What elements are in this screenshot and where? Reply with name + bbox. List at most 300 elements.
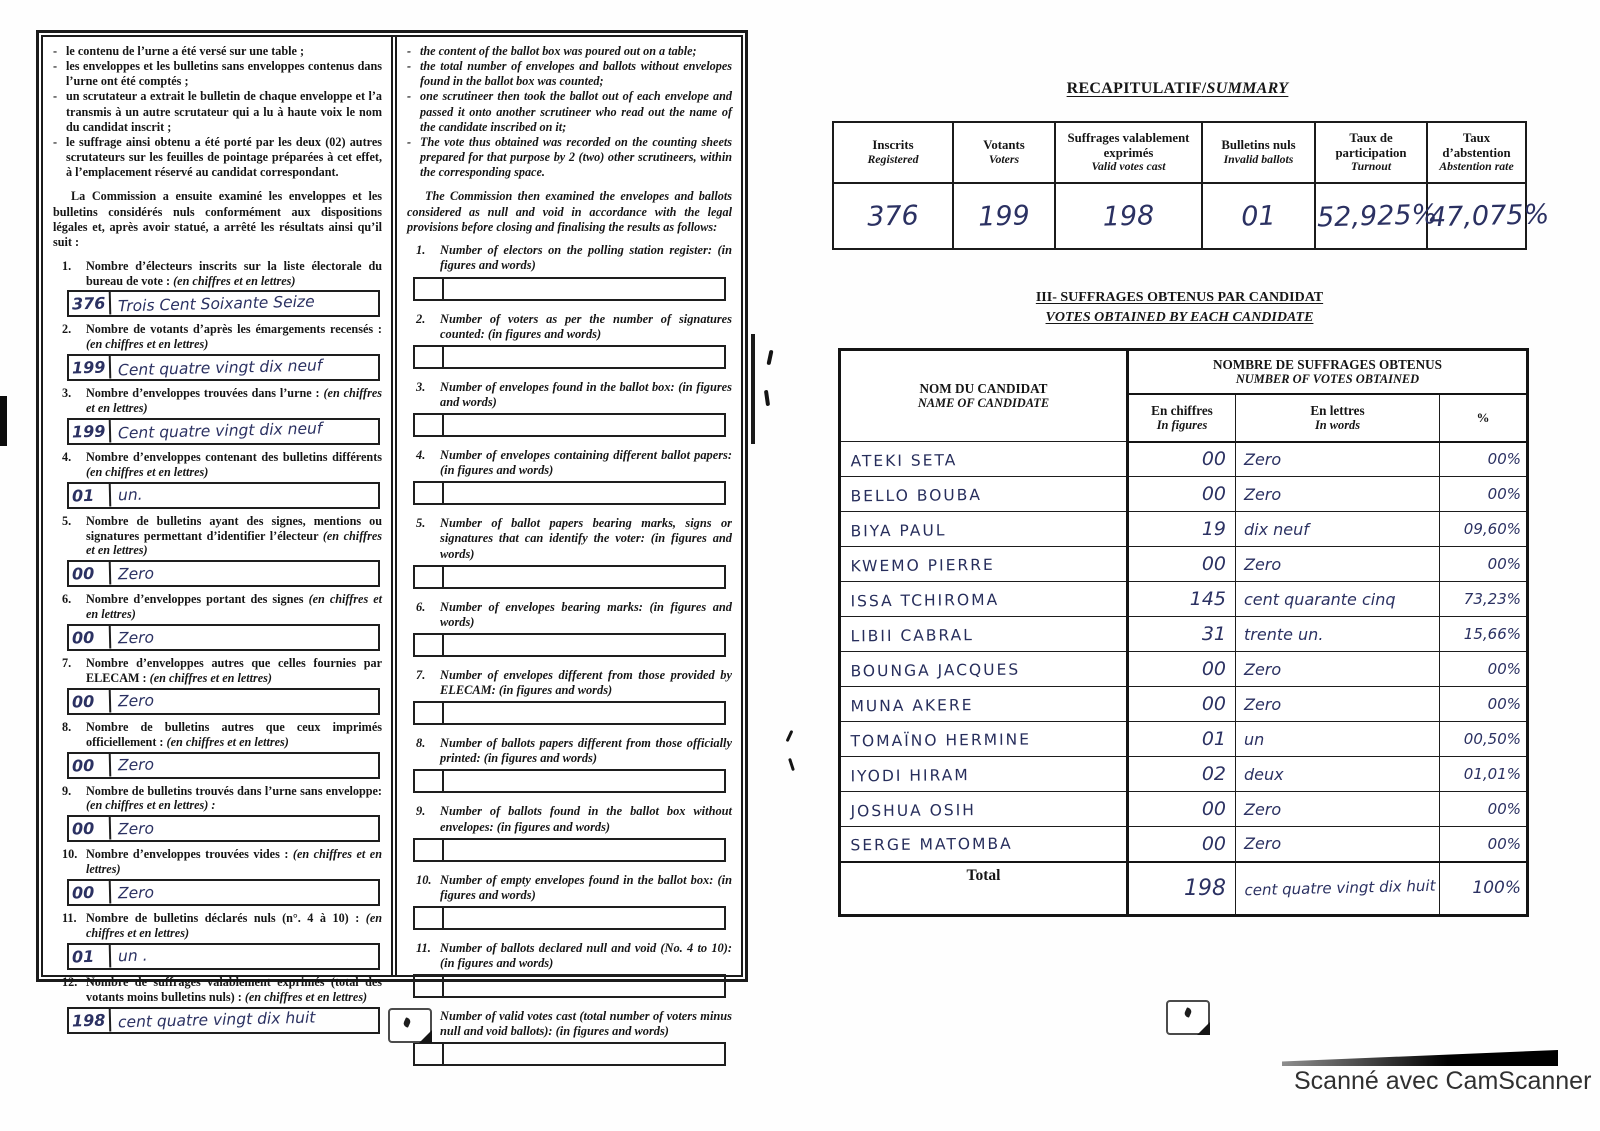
page-fold-icon xyxy=(1166,1000,1210,1035)
scanner-credit: Scanné avec CamScanner xyxy=(1294,1067,1592,1095)
item-head xyxy=(53,322,382,352)
item-hint: (in figures and words) xyxy=(440,243,732,273)
item-head xyxy=(53,720,382,750)
candidate-name: TOMAÏNO HERMINE xyxy=(839,720,1127,758)
summary-header-fr: Bulletins nuls xyxy=(1221,138,1296,153)
candidate-votes-percent: 00% xyxy=(1440,687,1528,722)
answer-box-empty xyxy=(413,769,726,793)
pen-mark xyxy=(766,350,773,366)
item-label: Number of ballots papers different from those officially printed: (in figures and words) xyxy=(440,736,732,766)
form-item xyxy=(407,448,732,505)
candidate-name: IYODI HIRAM xyxy=(839,755,1127,793)
item-head xyxy=(407,448,732,478)
candidate-votes-words: deux xyxy=(1236,757,1440,792)
item-head xyxy=(53,514,382,559)
bullet-dash: - xyxy=(53,59,58,74)
bullet-item xyxy=(407,135,732,180)
item-number: 2. xyxy=(416,311,426,326)
candidate-row xyxy=(840,442,1528,477)
answer-box-empty xyxy=(413,345,726,369)
candidate-votes-words: Zero xyxy=(1236,477,1440,512)
bullet-dash: - xyxy=(53,44,58,58)
candidate-row xyxy=(840,757,1528,792)
item-hint: (in figures and words) xyxy=(440,872,732,902)
item-label: Number of empty envelopes found in the ballot box: (in figures and words) xyxy=(440,872,732,902)
answer-words: un . xyxy=(117,946,148,966)
bullet-text: the total number of envelopes and ballots without envelopes found in the ballot box was counted; xyxy=(420,59,732,89)
words-header-fr: En lettres xyxy=(1310,402,1365,418)
item-number: 4. xyxy=(416,448,426,462)
candidate-votes-words: Zero xyxy=(1236,687,1440,722)
answer-box-empty xyxy=(413,565,726,589)
summary-value: 52,925% xyxy=(1314,182,1428,251)
candidate-name: ATEKI SETA xyxy=(839,440,1127,478)
item-label: Nombre d’enveloppes trouvées vides : (en chiffres et en lettres) xyxy=(86,847,382,877)
item-number: 7. xyxy=(62,656,72,670)
candidate-name: SERGE MATOMBA xyxy=(839,825,1127,863)
votes-section-heading xyxy=(832,288,1527,327)
answer-words: cent quatre vingt dix huit xyxy=(117,1008,316,1032)
candidates-body xyxy=(840,442,1528,862)
summary-column-header xyxy=(953,122,1055,183)
bullet-text: le suffrage ainsi obtenu a été porté par les deux (02) autres scrutateurs sur les feuilles de pointage préparées à cet effet, à l’emplacement réservé au candidat correspondant. xyxy=(66,134,382,179)
candidate-votes-figures: 19 xyxy=(1128,512,1236,547)
summary-title-en: SUMMARY xyxy=(1206,80,1289,97)
summary-title xyxy=(830,80,1525,98)
summary-values-row xyxy=(833,183,1526,249)
item-label: Nombre d’enveloppes portant des signes (en chiffres et en lettres) xyxy=(86,592,382,622)
item-head xyxy=(53,386,382,416)
pen-mark xyxy=(788,758,795,771)
item-label: Number of envelopes different from those provided by ELECAM: (in figures and words) xyxy=(440,667,732,697)
item-number: 11. xyxy=(416,940,431,955)
item-number: 2. xyxy=(62,322,72,337)
answer-box-divider xyxy=(415,415,444,435)
bullet-text: un scrutateur a extrait le bulletin de chaque enveloppe et l’a transmis à un autre scrutateur qui a lu à haute voix le nom du candidat inscrit ; xyxy=(66,89,382,134)
candidate-row xyxy=(840,477,1528,512)
item-number: 1. xyxy=(416,243,426,258)
answer-words: Zero xyxy=(117,627,155,647)
answer-box xyxy=(67,290,380,317)
candidate-row xyxy=(840,547,1528,582)
item-number: 11. xyxy=(62,911,77,925)
item-number: 5. xyxy=(416,516,426,531)
answer-box-divider xyxy=(415,703,444,723)
french-column xyxy=(43,37,393,1032)
candidate-name: LIBII CABRAL xyxy=(839,615,1127,653)
candidate-row xyxy=(840,687,1528,722)
candidate-name: ISSA TCHIROMA xyxy=(839,580,1127,618)
answer-words: Zero xyxy=(117,564,155,584)
item-label: Number of ballot papers bearing marks, signs or signatures that can identify the voter: (in figures and words) xyxy=(440,516,732,561)
english-bullet-list xyxy=(407,44,732,180)
answer-words: Zero xyxy=(117,755,155,775)
summary-value: 376 xyxy=(832,181,954,250)
total-figures: 198 xyxy=(1128,862,1236,916)
form-item xyxy=(53,784,382,843)
summary-value: 01 xyxy=(1201,182,1316,251)
form-item xyxy=(53,259,382,318)
bullet-item xyxy=(53,44,382,59)
candidate-name: JOSHUA OSIH xyxy=(839,790,1127,828)
candidate-votes-words: Zero xyxy=(1236,827,1440,862)
form-item xyxy=(53,975,382,1034)
answer-figures: 199 xyxy=(69,356,112,380)
item-hint: (en chiffres et en lettres) xyxy=(86,592,382,622)
answer-box xyxy=(67,354,380,381)
summary-column-header xyxy=(1315,122,1427,183)
candidate-name: BOUNGA JACQUES xyxy=(839,650,1127,688)
summary-header-en: Valid votes cast xyxy=(1091,159,1166,174)
english-intro: The Commission then examined the envelopes and ballots considered as null and void in accordance with the legal provisions before closing and finalising the results as follows: xyxy=(407,189,732,234)
item-head xyxy=(53,911,382,941)
candidates-table xyxy=(838,348,1529,917)
answer-box xyxy=(67,688,380,715)
item-label: Nombre d’électeurs inscrits sur la liste électorale du bureau de vote : (en chiffres et en lettres) xyxy=(86,258,382,288)
item-label: Number of voters as per the number of signatures counted: (in figures and words) xyxy=(440,311,732,341)
form-item xyxy=(407,668,732,725)
item-head xyxy=(407,516,732,561)
candidate-row xyxy=(840,652,1528,687)
answer-figures: 00 xyxy=(69,625,112,649)
summary-column-header xyxy=(1427,122,1526,183)
bullet-dash: - xyxy=(53,134,58,149)
form-item xyxy=(407,380,732,437)
answer-box-divider xyxy=(415,908,444,928)
item-hint: (en chiffres et en lettres) xyxy=(173,273,296,288)
answer-words: Zero xyxy=(117,691,155,711)
bullet-text: one scrutineer then took the ballot out of each envelope and passed it onto another scrutineer who read out the name of the candidate inscribed on it; xyxy=(420,89,732,134)
item-hint: (in figures and words) xyxy=(496,819,611,834)
candidates-header-row1 xyxy=(840,350,1528,394)
item-number: 10. xyxy=(416,872,432,887)
bullet-item xyxy=(53,59,382,89)
page-fold-icon xyxy=(388,1008,432,1043)
answer-box-empty xyxy=(413,481,726,505)
item-label: Number of envelopes bearing marks: (in figures and words) xyxy=(440,599,732,629)
answer-box xyxy=(67,752,380,779)
answer-words: Cent quatre vingt dix neuf xyxy=(117,356,323,380)
answer-box-divider xyxy=(415,483,444,503)
form-item xyxy=(407,941,732,998)
item-label: Nombre d’enveloppes trouvées dans l’urne : (en chiffres et en lettres) xyxy=(86,386,382,415)
item-hint: (in figures and words) xyxy=(440,531,732,561)
candidate-votes-figures: 00 xyxy=(1128,792,1236,827)
pen-mark xyxy=(764,390,770,406)
item-head xyxy=(53,656,382,686)
candidate-row xyxy=(840,722,1528,757)
summary-header-fr: Suffrages valablement exprimés xyxy=(1067,131,1190,160)
answer-box-empty xyxy=(413,633,726,657)
answer-figures: 00 xyxy=(69,689,112,713)
name-header-fr: NOM DU CANDIDAT xyxy=(919,381,1048,397)
summary-header-fr: Taux d’abstention xyxy=(1442,131,1511,160)
percent-header: % xyxy=(1440,394,1528,442)
item-head xyxy=(407,804,732,834)
item-number: 9. xyxy=(62,783,72,798)
item-label: Nombre d’enveloppes contenant des bulletins différents (en chiffres et en lettres) xyxy=(86,449,382,479)
item-label: Number of envelopes found in the ballot box: (in figures and words) xyxy=(440,379,732,409)
bullet-dash: - xyxy=(53,89,58,104)
item-head xyxy=(53,975,382,1005)
figures-header-fr: En chiffres xyxy=(1151,402,1213,418)
english-items xyxy=(407,243,732,1066)
answer-figures: 01 xyxy=(69,944,112,968)
item-number: 8. xyxy=(416,736,426,751)
summary-value: 199 xyxy=(952,182,1056,251)
summary-table xyxy=(832,121,1550,250)
candidate-votes-figures: 31 xyxy=(1128,617,1236,652)
item-head xyxy=(407,600,732,630)
form-item xyxy=(407,516,732,588)
form-item xyxy=(53,514,382,588)
answer-figures: 00 xyxy=(69,562,112,586)
form-item xyxy=(53,322,382,381)
fold-icon-mark xyxy=(1183,1007,1192,1018)
item-hint: (en chiffres et en lettres) xyxy=(86,464,209,479)
item-head xyxy=(53,592,382,622)
candidate-votes-percent: 00% xyxy=(1440,477,1528,512)
item-label: Nombre d’enveloppes autres que celles fournies par ELECAM : (en chiffres et en lettres) xyxy=(86,656,382,685)
bullet-dash: - xyxy=(407,89,412,104)
answer-figures: 00 xyxy=(69,880,112,904)
summary-title-separator: / xyxy=(1201,80,1207,97)
name-header-en: NAME OF CANDIDATE xyxy=(917,396,1050,411)
candidate-votes-percent: 15,66% xyxy=(1440,617,1528,652)
candidate-votes-figures: 00 xyxy=(1128,652,1236,687)
answer-box xyxy=(67,1007,380,1034)
answer-words: Trois Cent Soixante Seize xyxy=(117,292,315,316)
french-items xyxy=(53,259,382,1034)
bullet-text: le contenu de l’urne a été versé sur une table ; xyxy=(66,44,305,58)
candidate-votes-figures: 01 xyxy=(1128,722,1236,757)
item-label: Nombre de bulletins ayant des signes, mentions ou signatures permettant d’identifier l’électeur (en chiffres et en lettres) xyxy=(86,513,382,558)
summary-column-header xyxy=(833,122,953,183)
bullet-item xyxy=(407,59,732,89)
item-head xyxy=(407,736,732,766)
item-hint: (en chiffres et en lettres) xyxy=(149,670,272,685)
answer-box xyxy=(67,560,380,587)
item-number: 6. xyxy=(416,599,426,614)
answer-box-divider xyxy=(415,976,444,996)
summary-header-en: Turnout xyxy=(1350,159,1392,174)
answer-words: un. xyxy=(117,485,143,505)
candidate-name: BELLO BOUBA xyxy=(839,475,1127,513)
summary-header-en: Abstention rate xyxy=(1439,159,1514,174)
bullet-text: The vote thus obtained was recorded on the counting sheets prepared for that purpose by 2 (two) other scrutineers, within the corresponding space. xyxy=(420,134,732,179)
item-label: Nombre de suffrages valablement exprimés (total des votants moins bulletins nuls) : (en chiffres et en lettres) xyxy=(86,974,382,1004)
total-row xyxy=(840,862,1528,916)
candidate-row xyxy=(840,827,1528,862)
answer-figures: 198 xyxy=(69,1008,112,1032)
bullet-text: les enveloppes et les bulletins sans enveloppes contenus dans l’urne ont été comptés ; xyxy=(66,59,382,89)
candidate-name-header xyxy=(840,350,1128,442)
item-hint: (en chiffres et en lettres) xyxy=(166,734,289,749)
answer-words: Cent quatre vingt dix neuf xyxy=(117,419,323,443)
candidate-votes-percent: 00% xyxy=(1440,827,1528,862)
summary-header-fr: Inscrits xyxy=(872,138,914,153)
answer-words: Zero xyxy=(117,819,155,839)
candidate-votes-figures: 00 xyxy=(1128,827,1236,862)
candidate-votes-figures: 00 xyxy=(1128,442,1236,477)
candidate-votes-figures: 145 xyxy=(1128,582,1236,617)
answer-words: Zero xyxy=(117,882,155,902)
candidate-votes-percent: 01,01% xyxy=(1440,757,1528,792)
item-label: Number of ballots found in the ballot box without envelopes: (in figures and words) xyxy=(440,804,732,834)
candidate-votes-words: dix neuf xyxy=(1236,512,1440,547)
item-hint: (in figures and words) xyxy=(440,463,554,478)
item-hint: (en chiffres et en lettres) xyxy=(86,386,382,415)
bullet-item xyxy=(407,44,732,59)
candidate-votes-percent: 00,50% xyxy=(1440,722,1528,757)
answer-box-empty xyxy=(413,277,726,301)
left-page-inner-border xyxy=(41,35,743,1039)
item-label: Nombre de bulletins autres que ceux imprimés officiellement : (en chiffres et en lettres) xyxy=(86,719,382,749)
english-column xyxy=(395,37,741,1039)
summary-header-fr: Taux de participation xyxy=(1335,131,1407,160)
item-label: Nombre de bulletins déclarés nuls (n°. 4 à 10) : (en chiffres et en lettres) xyxy=(86,911,383,940)
bullet-dash: - xyxy=(407,134,412,149)
words-header xyxy=(1236,394,1440,442)
candidate-name: KWEMO PIERRE xyxy=(839,545,1127,583)
candidate-votes-words: Zero xyxy=(1236,547,1440,582)
answer-figures: 376 xyxy=(69,292,112,316)
pen-mark xyxy=(786,730,794,742)
votes-heading-en: VOTES OBTAINED BY EACH CANDIDATE xyxy=(1045,309,1314,325)
candidate-votes-percent: 00% xyxy=(1440,792,1528,827)
candidate-votes-percent: 00% xyxy=(1440,442,1528,477)
summary-value: 47,075% xyxy=(1426,182,1527,251)
candidate-votes-words: Zero xyxy=(1236,792,1440,827)
item-head xyxy=(407,380,732,410)
answer-box-empty xyxy=(413,838,726,862)
item-number: 7. xyxy=(416,667,426,682)
candidate-votes-words: Zero xyxy=(1236,442,1440,477)
item-hint: (in figures and words) xyxy=(483,751,597,766)
item-number: 12. xyxy=(62,974,78,989)
item-head xyxy=(407,941,732,971)
item-label: Nombre de bulletins trouvés dans l’urne sans enveloppe: (en chiffres et en lettres) : xyxy=(86,783,382,813)
item-number: 9. xyxy=(416,804,426,819)
answer-box xyxy=(67,879,380,906)
item-number: 8. xyxy=(62,719,72,734)
form-item xyxy=(53,656,382,715)
answer-box xyxy=(67,418,380,445)
answer-box xyxy=(67,482,380,509)
answer-box-empty xyxy=(413,701,726,725)
summary-header-row xyxy=(833,122,1526,183)
form-item xyxy=(407,243,732,300)
left-page xyxy=(36,30,748,1039)
item-head xyxy=(53,450,382,480)
form-item xyxy=(407,1009,732,1066)
item-number: 5. xyxy=(62,513,72,528)
item-number: 4. xyxy=(62,449,72,464)
summary-header-en: Registered xyxy=(867,152,919,167)
item-hint: (in figures and words) xyxy=(440,379,732,409)
candidate-row xyxy=(840,582,1528,617)
candidate-votes-percent: 00% xyxy=(1440,652,1528,687)
votes-obtained-header xyxy=(1128,350,1528,394)
candidate-votes-percent: 73,23% xyxy=(1440,582,1528,617)
item-label: Number of envelopes containing different ballot papers: (in figures and words) xyxy=(440,448,732,478)
candidate-votes-figures: 00 xyxy=(1128,547,1236,582)
answer-box xyxy=(67,943,380,970)
item-hint: (en chiffres et en lettres) : xyxy=(86,798,216,813)
total-label: Total xyxy=(840,862,1128,916)
bullet-item xyxy=(407,89,732,134)
item-head xyxy=(53,847,382,877)
candidate-votes-words: Zero xyxy=(1236,652,1440,687)
answer-box-divider xyxy=(415,840,444,860)
item-head xyxy=(407,243,732,273)
answer-figures: 01 xyxy=(69,483,112,507)
form-item xyxy=(407,873,732,930)
candidate-row xyxy=(840,792,1528,827)
item-head xyxy=(407,668,732,698)
candidate-votes-percent: 00% xyxy=(1440,547,1528,582)
summary-title-fr: RECAPITULATIF xyxy=(1066,80,1202,97)
item-label: Number of valid votes cast (total number of voters minus null and void ballots): (in figures and words) xyxy=(440,1009,732,1039)
answer-figures: 199 xyxy=(69,419,112,443)
form-item xyxy=(407,312,732,369)
bullet-text: the content of the ballot box was poured out on a table; xyxy=(420,44,697,58)
item-head xyxy=(53,784,382,814)
item-number: 3. xyxy=(62,386,72,401)
form-item xyxy=(53,450,382,509)
item-number: 10. xyxy=(62,847,78,862)
item-number: 3. xyxy=(416,379,426,394)
answer-figures: 00 xyxy=(69,817,112,841)
form-item xyxy=(407,736,732,793)
form-item xyxy=(53,386,382,445)
bullet-item xyxy=(53,89,382,134)
item-hint: (in figures and words) xyxy=(555,1024,669,1039)
votes-heading-fr: III- SUFFRAGES OBTENUS PAR CANDIDAT xyxy=(1035,290,1324,305)
form-item xyxy=(53,847,382,906)
item-hint: (en chiffres et en lettres) xyxy=(244,989,368,1004)
answer-box xyxy=(67,815,380,842)
candidate-votes-figures: 00 xyxy=(1128,687,1236,722)
votes-obtained-header-en: NUMBER OF VOTES OBTAINED xyxy=(1235,372,1420,387)
bullet-item xyxy=(53,135,382,180)
candidate-name: MUNA AKERE xyxy=(839,685,1127,723)
item-hint: (in figures and words) xyxy=(498,683,613,697)
words-header-en: In words xyxy=(1314,417,1361,432)
form-item xyxy=(53,720,382,779)
answer-box-divider xyxy=(415,347,444,367)
bullet-dash: - xyxy=(407,59,412,74)
bullet-dash: - xyxy=(407,44,412,58)
scan-edge-wedge xyxy=(1282,1050,1558,1066)
form-item xyxy=(407,600,732,657)
item-head xyxy=(407,873,732,903)
summary-header-en: Voters xyxy=(988,152,1020,167)
summary-value: 198 xyxy=(1054,181,1203,251)
answer-box-divider xyxy=(415,1044,444,1064)
item-hint: (in figures and words) xyxy=(440,956,554,970)
candidate-row xyxy=(840,512,1528,547)
item-head xyxy=(53,259,382,289)
candidate-name: BIYA PAUL xyxy=(839,510,1127,548)
item-hint: (en chiffres et en lettres) xyxy=(86,911,383,940)
item-head xyxy=(407,312,732,342)
form-item xyxy=(407,804,732,861)
candidate-votes-words: un xyxy=(1236,722,1440,757)
item-number: 1. xyxy=(62,258,72,273)
summary-column-header xyxy=(1202,122,1315,183)
answer-box xyxy=(67,624,380,651)
